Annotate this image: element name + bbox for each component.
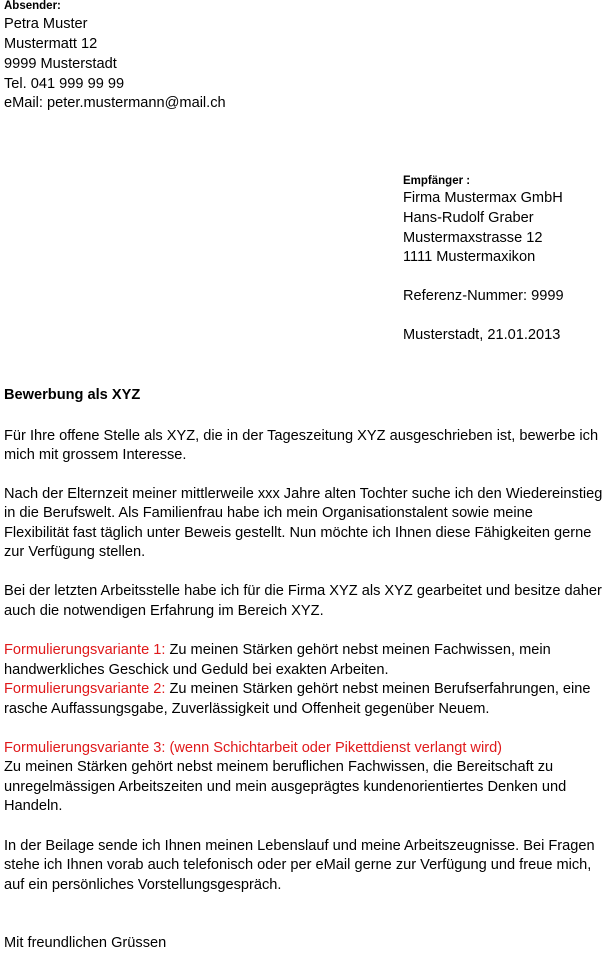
subject-line: Bewerbung als XYZ xyxy=(4,387,141,403)
variant-3-label: Formulierungsvariante 3: (wenn Schichtarbeit oder Pikettdienst verlangt wird) xyxy=(4,740,503,756)
sender-email: eMail: peter.mustermann@mail.ch xyxy=(4,95,226,111)
variant-2-label: Formulierungsvariante 2: xyxy=(4,681,166,697)
variant-3-line: Handeln. xyxy=(4,798,63,814)
paragraph-1-line: mich mit grossem Interesse. xyxy=(4,447,187,463)
paragraph-3-line: auch die notwendigen Erfahrung im Bereich XYZ. xyxy=(4,603,324,619)
paragraph-4-line: In der Beilage sende ich Ihnen meinen Lebenslauf und meine Arbeitszeugnisse. Bei Fragen xyxy=(4,838,595,854)
closing-line: Mit freundlichen Grüssen xyxy=(4,935,167,951)
recipient-company: Firma Mustermax GmbH xyxy=(403,190,563,206)
recipient-label: Empfänger : xyxy=(403,175,471,187)
variant-1-label: Formulierungsvariante 1: xyxy=(4,642,166,658)
variant-3-line: unregelmässigen Arbeitszeiten und mein ausgeprägtes kundenorientiertes Denken und xyxy=(4,779,567,795)
variant-1-text: Zu meinen Stärken gehört nebst meinen Fachwissen, mein xyxy=(165,642,551,658)
paragraph-2-line: zur Verfügung stellen. xyxy=(4,544,146,560)
variant-1-line: handwerkliches Geschick und Geduld bei exakten Arbeiten. xyxy=(4,662,389,678)
recipient-contact: Hans-Rudolf Graber xyxy=(403,210,534,226)
sender-name: Petra Muster xyxy=(4,16,88,32)
paragraph-2-line: in die Berufswelt. Als Familienfrau habe ich mein Organisationstalent sowie meine xyxy=(4,505,533,521)
paragraph-2-line: Flexibilität fast täglich unter Beweis gestellt. Nun möchte ich Ihnen diese Fähigkeiten gerne xyxy=(4,525,592,541)
paragraph-2-line: Nach der Elternzeit meiner mittlerweile xxx Jahre alten Tochter suche ich den Wiedereinstieg xyxy=(4,486,603,502)
paragraph-4-line: stehe ich Ihnen vorab auch telefonisch oder per eMail gerne zur Verfügung und freue mich, xyxy=(4,857,592,873)
recipient-street: Mustermaxstrasse 12 xyxy=(403,230,543,246)
variant-1-line xyxy=(4,641,551,661)
place-date: Musterstadt, 21.01.2013 xyxy=(403,327,561,343)
sender-label: Absender: xyxy=(4,0,61,12)
paragraph-3-line: Bei der letzten Arbeitsstelle habe ich für die Firma XYZ als XYZ gearbeitet und besitze daher xyxy=(4,583,602,599)
reference-number: Referenz-Nummer: 9999 xyxy=(403,288,564,304)
sender-phone: Tel. 041 999 99 99 xyxy=(4,76,125,92)
recipient-city: 1111 Mustermaxikon xyxy=(403,249,536,265)
sender-city: 9999 Musterstadt xyxy=(4,56,117,72)
sender-street: Mustermatt 12 xyxy=(4,36,98,52)
variant-2-text: Zu meinen Stärken gehört nebst meinen Berufserfahrungen, eine xyxy=(165,681,591,697)
paragraph-1-line: Für Ihre offene Stelle als XYZ, die in der Tageszeitung XYZ ausgeschrieben ist, bewerbe ich xyxy=(4,428,599,444)
paragraph-4-line: auf ein persönliches Vorstellungsgespräch. xyxy=(4,877,282,893)
variant-2-line: rasche Auffassungsgabe, Zuverlässigkeit und Offenheit gegenüber Neuem. xyxy=(4,701,490,717)
variant-3-line: Zu meinen Stärken gehört nebst meinem beruflichen Fachwissen, die Bereitschaft zu xyxy=(4,759,554,775)
variant-2-line xyxy=(4,680,591,700)
